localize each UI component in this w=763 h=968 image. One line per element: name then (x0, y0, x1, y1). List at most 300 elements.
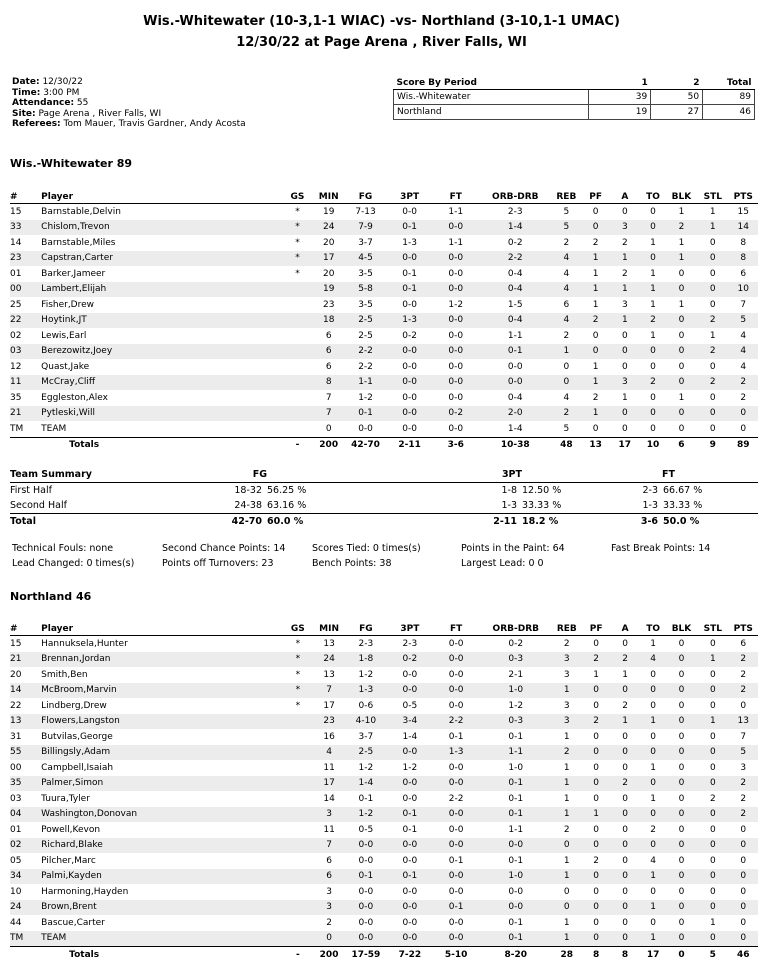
cell-fg: 4-5 (343, 251, 387, 267)
col-header-gs: GS (281, 622, 314, 636)
total-gs: - (281, 947, 314, 963)
summary-fg: 24-38 (234, 500, 262, 511)
cell-min: 17 (314, 776, 343, 792)
cell-orb-drb: 1-0 (480, 683, 551, 699)
cell-3pt: 3-4 (388, 714, 432, 730)
cell-blk: 0 (666, 683, 697, 699)
cell-jersey: 21 (10, 406, 39, 422)
summary-label: First Half (10, 485, 52, 496)
cell-pf: 1 (582, 406, 609, 422)
cell-stl: 0 (709, 638, 716, 649)
cell-orb-drb: 2-3 (507, 206, 523, 217)
total-fg: 17-59 (344, 947, 388, 963)
cell-blk: 0 (678, 855, 685, 866)
cell-a: 0 (622, 793, 628, 804)
cell-player: Hoytink,JT (39, 313, 281, 329)
cell-reb: 1 (551, 776, 582, 792)
cell-reb: 1 (551, 869, 582, 885)
cell-3pt: 0-0 (402, 669, 418, 680)
cell-gs (281, 714, 314, 730)
cell-min: 7 (314, 683, 343, 699)
summary-fg: 18-32 (234, 485, 262, 496)
period-1-header: 1 (589, 77, 651, 90)
total-orb-drb: 10-38 (480, 437, 551, 453)
total-to: 17 (640, 947, 665, 963)
summary-ft-pct: 50.0 % (663, 516, 700, 527)
cell-blk: 0 (678, 268, 685, 279)
summary-half-row (10, 483, 758, 499)
cell-min: 6 (326, 855, 332, 866)
cell-pts: 15 (737, 206, 749, 217)
cell-pts: 0 (728, 838, 758, 854)
cell-jersey: 35 (10, 776, 39, 792)
cell-blk: 0 (666, 344, 697, 360)
cell-ft: 0-0 (432, 251, 480, 267)
period-team: Northland (394, 105, 589, 120)
col-header-fg: FG (343, 190, 387, 204)
cell-stl: 0 (709, 669, 716, 680)
cell-min: 17 (323, 700, 335, 711)
cell-pf: 0 (582, 900, 609, 916)
cell-a: 2 (622, 700, 628, 711)
col-header-orb-drb: ORB-DRB (480, 622, 551, 636)
cell-blk: 0 (678, 762, 685, 773)
summary-3pt-pct: 18.2 % (522, 514, 638, 530)
cell-ft: 1-3 (432, 745, 481, 761)
fast-break-points: Fast Break Points: 14 (611, 543, 711, 554)
cell-a: 0 (622, 762, 628, 773)
cell-ft: 0-0 (432, 683, 481, 699)
cell-to: 0 (640, 776, 665, 792)
cell-stl: 0 (709, 268, 716, 279)
cell-to: 1 (650, 638, 656, 649)
cell-player: Barker,Jameer (41, 268, 106, 279)
cell-gs (281, 776, 314, 792)
player-row (10, 220, 758, 236)
cell-orb-drb: 1-0 (480, 869, 551, 885)
cell-gs (281, 884, 314, 900)
cell-pf: 0 (582, 931, 609, 947)
cell-3pt: 0-0 (388, 931, 432, 947)
summary-label: Second Half (10, 500, 67, 511)
cell-gs (281, 791, 314, 807)
cell-to: 0 (640, 344, 665, 360)
game-info (12, 77, 246, 130)
summary-ft: 3-6 (640, 516, 658, 527)
cell-jersey: 02 (10, 838, 39, 854)
summary-3pt-pct: 33.33 % (522, 500, 562, 511)
cell-min: 18 (314, 313, 344, 329)
cell-stl: 0 (709, 886, 716, 897)
cell-ft: 2-2 (432, 714, 481, 730)
cell-min: 16 (323, 731, 335, 742)
player-row (10, 838, 758, 854)
site-line: Site: Page Arena , River Falls, WI (12, 108, 162, 119)
cell-reb: 4 (563, 268, 570, 279)
lead-changed: Lead Changed: 0 times(s) (12, 558, 135, 569)
totals-row (10, 947, 758, 963)
cell-gs: * (295, 206, 300, 217)
cell-ft: 2-2 (448, 793, 464, 804)
cell-blk: 0 (666, 282, 697, 298)
cell-3pt: 0-1 (388, 220, 432, 236)
player-row (10, 204, 758, 220)
cell-blk: 0 (666, 900, 697, 916)
cell-to: 0 (640, 807, 665, 823)
cell-orb-drb: 0-1 (508, 855, 524, 866)
cell-orb-drb: 0-0 (508, 886, 524, 897)
cell-fg: 7-13 (355, 206, 376, 217)
cell-fg: 2-5 (344, 745, 388, 761)
cell-pts: 13 (728, 714, 758, 730)
cell-fg: 1-3 (344, 683, 388, 699)
summary-fg-pct: 63.16 % (267, 500, 307, 511)
cell-pts: 6 (740, 268, 747, 279)
cell-fg: 1-1 (343, 375, 387, 391)
cell-pf: 0 (593, 762, 599, 773)
cell-ft: 1-2 (448, 299, 464, 310)
col-header-3pt: 3PT (388, 190, 432, 204)
cell-min: 17 (314, 251, 344, 267)
cell-fg: 2-5 (358, 330, 373, 341)
home-box-score (10, 190, 758, 453)
cell-gs (281, 900, 314, 916)
cell-pts: 8 (728, 251, 758, 267)
cell-3pt: 1-3 (388, 313, 432, 329)
cell-3pt: 0-0 (388, 745, 432, 761)
cell-orb-drb: 2-1 (508, 669, 524, 680)
cell-player: Washington,Donovan (39, 807, 281, 823)
cell-player: Lindberg,Drew (41, 700, 107, 711)
cell-gs (281, 869, 314, 885)
cell-blk: 2 (666, 220, 697, 236)
cell-pts: 0 (740, 917, 747, 928)
cell-pts: 6 (740, 638, 747, 649)
cell-jersey: 01 (10, 268, 22, 279)
cell-3pt: 0-0 (402, 206, 417, 217)
summary-label: Total (10, 514, 110, 530)
cell-min: 6 (314, 344, 344, 360)
cell-reb: 0 (551, 900, 582, 916)
cell-3pt: 1-2 (402, 762, 418, 773)
cell-pf: 1 (592, 361, 599, 372)
cell-stl: 0 (709, 392, 716, 403)
cell-3pt: 0-0 (402, 361, 417, 372)
cell-reb: 0 (563, 886, 570, 897)
cell-min: 20 (322, 237, 335, 248)
cell-a: 0 (622, 886, 628, 897)
cell-fg: 0-0 (344, 931, 388, 947)
cell-3pt: 0-0 (388, 251, 432, 267)
col-header-pf: PF (582, 190, 609, 204)
cell-stl: 2 (709, 793, 716, 804)
cell-3pt: 0-0 (388, 683, 432, 699)
cell-gs (281, 406, 314, 422)
attendance-line: Attendance: 55 (12, 98, 89, 108)
cell-jersey: 20 (10, 669, 22, 680)
cell-a: 0 (622, 824, 628, 835)
cell-player: Barnstable,Miles (41, 237, 116, 248)
cell-3pt: 0-0 (402, 793, 418, 804)
cell-pf: 2 (582, 714, 609, 730)
cell-player: Barnstable,Delvin (41, 206, 121, 217)
total-ft: 3-6 (432, 437, 480, 453)
player-row (10, 698, 758, 714)
cell-player: Fisher,Drew (41, 299, 95, 310)
cell-player: Palmi,Kayden (39, 869, 281, 885)
cell-blk: 0 (666, 375, 697, 391)
cell-player: Chislom,Trevon (39, 220, 281, 236)
scores-tied: Scores Tied: 0 times(s) (312, 543, 421, 554)
cell-a: 3 (609, 375, 640, 391)
cell-stl: 2 (697, 375, 728, 391)
col-header-min: MIN (314, 622, 343, 636)
col-header-pts: PTS (728, 622, 758, 636)
total-player: Totals (39, 437, 281, 453)
cell-jersey: 31 (10, 731, 22, 742)
cell-to: 0 (650, 731, 656, 742)
cell-reb: 1 (563, 917, 570, 928)
cell-pf: 2 (582, 313, 609, 329)
cell-gs (281, 931, 314, 947)
cell-pf: 0 (592, 423, 599, 434)
cell-player: Quast,Jake (41, 361, 90, 372)
cell-orb-drb: 1-4 (480, 220, 551, 236)
cell-3pt: 0-0 (402, 886, 418, 897)
total-3pt: 7-22 (388, 947, 432, 963)
cell-orb-drb: 1-2 (508, 700, 524, 711)
cell-fg: 1-8 (344, 652, 388, 668)
cell-min: 13 (323, 638, 335, 649)
cell-pts: 0 (728, 869, 758, 885)
cell-fg: 0-0 (344, 838, 388, 854)
cell-fg: 0-5 (358, 824, 374, 835)
total-gs: - (281, 437, 314, 453)
cell-pf: 0 (593, 886, 599, 897)
cell-gs (281, 838, 314, 854)
total-3pt: 2-11 (388, 437, 432, 453)
cell-to: 0 (640, 838, 665, 854)
cell-a: 0 (622, 917, 628, 928)
cell-jersey: 12 (10, 361, 22, 372)
cell-to: 1 (650, 330, 656, 341)
cell-ft: 0-0 (448, 392, 464, 403)
cell-blk: 0 (666, 807, 697, 823)
cell-pts: 4 (728, 344, 758, 360)
away-box-score (10, 622, 758, 963)
period-team: Wis.-Whitewater (394, 90, 589, 105)
cell-gs (281, 807, 314, 823)
total-a: 8 (610, 947, 641, 963)
cell-orb-drb: 0-1 (480, 807, 551, 823)
cell-reb: 0 (551, 375, 582, 391)
cell-player: TEAM (39, 931, 281, 947)
cell-to: 1 (650, 793, 656, 804)
cell-pf: 1 (582, 807, 609, 823)
cell-gs: * (281, 251, 314, 267)
cell-pts: 5 (728, 313, 758, 329)
cell-to: 1 (650, 762, 656, 773)
cell-stl: 0 (697, 807, 728, 823)
cell-pts: 2 (728, 375, 758, 391)
period-row-away (394, 105, 755, 120)
total-stl: 9 (697, 437, 728, 453)
cell-orb-drb: 1-5 (507, 299, 523, 310)
second-chance-points: Second Chance Points: 14 (162, 543, 286, 554)
cell-orb-drb: 0-2 (508, 638, 524, 649)
cell-pts: 0 (740, 700, 747, 711)
player-row (10, 390, 758, 406)
period-score: 39 (589, 90, 651, 105)
cell-ft: 0-1 (448, 855, 464, 866)
cell-fg: 2-5 (343, 313, 387, 329)
cell-reb: 3 (563, 669, 570, 680)
cell-player: Lewis,Earl (41, 330, 87, 341)
cell-blk: 0 (678, 361, 685, 372)
cell-pts: 4 (740, 361, 747, 372)
player-row (10, 652, 758, 668)
cell-a: 1 (609, 282, 640, 298)
total-pts: 89 (728, 437, 758, 453)
cell-stl: 0 (697, 683, 728, 699)
cell-ft: 0-0 (448, 917, 464, 928)
cell-to: 0 (650, 423, 656, 434)
cell-orb-drb: 0-3 (480, 652, 551, 668)
cell-pf: 1 (592, 268, 599, 279)
cell-blk: 0 (666, 931, 697, 947)
cell-jersey: 05 (10, 855, 22, 866)
cell-a: 2 (621, 268, 628, 279)
cell-a: 0 (622, 731, 628, 742)
cell-to: 0 (640, 220, 665, 236)
cell-player: Pilcher,Marc (41, 855, 96, 866)
player-row (10, 915, 758, 931)
cell-pts: 0 (740, 886, 747, 897)
cell-a: 0 (610, 838, 641, 854)
cell-jersey: TM (10, 931, 39, 947)
summary-ft-cell (638, 498, 758, 514)
cell-fg: 1-4 (344, 776, 388, 792)
cell-fg: 3-5 (358, 299, 373, 310)
cell-3pt: 0-0 (402, 392, 417, 403)
cell-fg: 0-0 (358, 886, 374, 897)
cell-fg: 0-0 (358, 917, 374, 928)
cell-pf: 0 (582, 683, 609, 699)
cell-a: 0 (622, 855, 628, 866)
cell-fg: 3-5 (358, 268, 373, 279)
cell-3pt: 0-1 (388, 869, 432, 885)
cell-a: 0 (622, 638, 628, 649)
cell-jersey: 25 (10, 299, 22, 310)
cell-player: Flowers,Langston (39, 714, 281, 730)
cell-min: 11 (323, 762, 335, 773)
cell-to: 0 (650, 700, 656, 711)
cell-to: 1 (650, 268, 656, 279)
cell-ft: 1-1 (448, 206, 464, 217)
cell-orb-drb: 0-4 (507, 392, 523, 403)
bench-points: Bench Points: 38 (312, 558, 392, 569)
cell-to: 4 (640, 652, 665, 668)
cell-fg: 1-2 (344, 807, 388, 823)
cell-pf: 1 (592, 299, 599, 310)
away-team-heading: Northland 46 (10, 590, 92, 603)
cell-orb-drb: 0-2 (507, 237, 523, 248)
player-row (10, 884, 758, 900)
cell-a: 0 (609, 344, 640, 360)
cell-to: 0 (650, 669, 656, 680)
cell-ft: 0-0 (432, 869, 481, 885)
cell-3pt: 0-1 (402, 824, 418, 835)
total-reb: 28 (551, 947, 582, 963)
cell-pf: 1 (582, 251, 609, 267)
cell-3pt: 0-0 (402, 299, 417, 310)
cell-to: 1 (640, 869, 665, 885)
cell-jersey: 00 (10, 282, 39, 298)
cell-jersey: 55 (10, 745, 39, 761)
player-row (10, 421, 758, 437)
cell-fg: 0-6 (358, 700, 374, 711)
total-min: 200 (314, 947, 343, 963)
team-summary-table (10, 467, 758, 529)
cell-pf: 1 (582, 282, 609, 298)
cell-pts: 7 (740, 299, 747, 310)
cell-blk: 1 (678, 237, 685, 248)
cell-orb-drb: 0-0 (480, 838, 551, 854)
cell-3pt: 0-0 (388, 776, 432, 792)
cell-orb-drb: 0-1 (508, 793, 524, 804)
cell-reb: 2 (563, 237, 570, 248)
total-jersey (10, 947, 39, 963)
cell-orb-drb: 2-2 (480, 251, 551, 267)
cell-stl: 1 (697, 652, 728, 668)
cell-pf: 2 (582, 652, 609, 668)
summary-fg-header: FG (110, 467, 267, 483)
cell-pf: 2 (592, 392, 599, 403)
player-row (10, 667, 758, 683)
cell-pts: 8 (740, 237, 747, 248)
cell-stl: 0 (697, 406, 728, 422)
cell-min: 3 (314, 807, 343, 823)
cell-to: 0 (640, 745, 665, 761)
period-score: 27 (651, 105, 703, 120)
cell-pf: 0 (582, 869, 609, 885)
cell-stl: 0 (709, 824, 716, 835)
summary-fg-pct: 60.0 % (267, 514, 422, 530)
cell-jersey: 22 (10, 700, 22, 711)
cell-min: 24 (314, 652, 343, 668)
col-header-ft: FT (432, 190, 480, 204)
cell-blk: 1 (678, 392, 685, 403)
cell-gs (281, 297, 314, 313)
cell-pf: 0 (593, 917, 599, 928)
cell-ft: 0-0 (432, 838, 481, 854)
cell-ft: 0-0 (432, 375, 480, 391)
cell-orb-drb: 1-4 (507, 423, 523, 434)
cell-min: 20 (322, 268, 335, 279)
col-header-to: TO (640, 190, 665, 204)
cell-stl: 1 (697, 220, 728, 236)
cell-3pt: 0-2 (388, 652, 432, 668)
cell-orb-drb: 0-4 (480, 282, 551, 298)
cell-pts: 3 (740, 762, 747, 773)
cell-pf: 0 (582, 745, 609, 761)
cell-a: 1 (622, 669, 628, 680)
col-header-a: A (610, 622, 641, 636)
cell-jersey: 15 (10, 638, 22, 649)
cell-min: 6 (325, 361, 332, 372)
cell-blk: 0 (678, 669, 685, 680)
cell-to: 1 (650, 237, 656, 248)
